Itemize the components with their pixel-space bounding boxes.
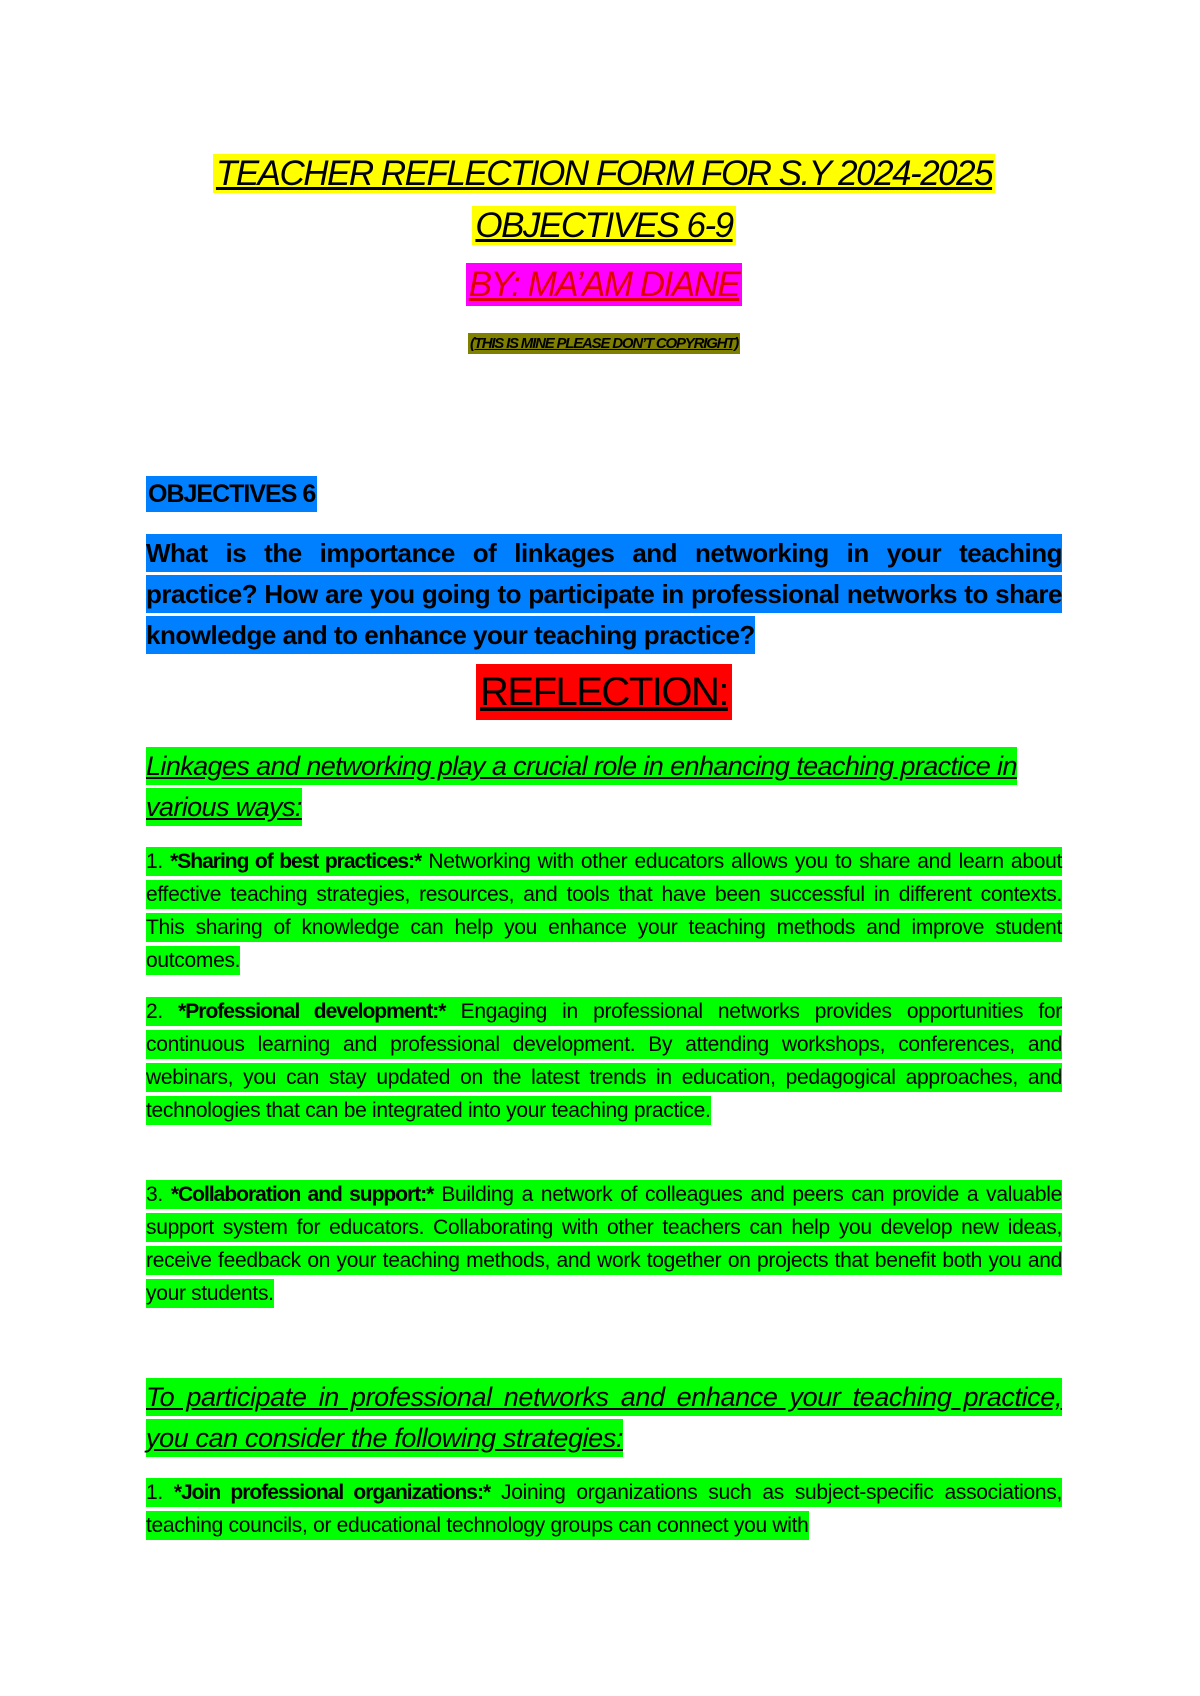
objective-heading-text: OBJECTIVES 6 [146, 476, 317, 512]
reflection-label [146, 670, 1062, 715]
copyright-disclaimer-text: (THIS IS MINE PLEASE DON’T COPYRIGHT) [469, 335, 739, 352]
author-byline [146, 265, 1062, 305]
point-2-number: 2. [146, 1000, 179, 1023]
copyright-disclaimer [146, 335, 1062, 352]
objective-heading [146, 480, 317, 509]
point-3-title: *Collaboration and support:* [170, 1183, 434, 1206]
point-2-title: *Professional development:* [178, 1000, 446, 1023]
point-1-title: *Sharing of best practices:* [170, 850, 422, 873]
reflection-point-1 [146, 845, 1062, 977]
strategy-1-body: Joining organizations such as subject-specific associations, teaching councils, or educational technology groups can connect you with [146, 1481, 1062, 1537]
reflection-point-2 [146, 995, 1062, 1127]
reflection-point-3 [146, 1178, 1062, 1310]
point-2-highlight [146, 997, 1062, 1125]
point-2-body: Engaging in professional networks provides opportunities for continuous learning and professional development. By attending workshops, conferences, and webinars, you can stay updated on the latest trends in education, pedagogical approaches, and technologies that can be integrated into your teaching practice. [146, 1000, 1062, 1122]
objective-question-text: What is the importance of linkages and networking in your teaching practice? How are you going to participate in professional networks to share knowledge and to enhance your teaching practice? [146, 534, 1062, 654]
document-title [146, 148, 1062, 252]
point-1-number: 1. [146, 850, 171, 873]
title-line-2: OBJECTIVES 6-9 [472, 206, 735, 245]
strategy-point-1 [146, 1476, 1062, 1542]
point-3-number: 3. [146, 1183, 171, 1206]
strategy-1-title: *Join professional organizations:* [173, 1481, 491, 1504]
strategy-1-number: 1. [146, 1481, 174, 1504]
point-1-body: Networking with other educators allows you to share and learn about effective teaching strategies, resources, and tools that have been successful in different contexts. This sharing of knowledge can help you enhance your teaching methods and improve student outcomes. [146, 850, 1062, 972]
point-1-highlight [146, 847, 1062, 975]
strategy-1-highlight [146, 1478, 1062, 1540]
author-byline-text: BY: MA’AM DIANE [466, 263, 743, 306]
reflection-label-text: REFLECTION: [476, 664, 732, 720]
reflection-intro [146, 746, 1062, 828]
strategies-intro-text: To participate in professional networks and enhance your teaching practice, you can consider the following strategies: [146, 1378, 1062, 1457]
point-3-highlight [146, 1180, 1062, 1308]
reflection-intro-text: Linkages and networking play a crucial role in enhancing teaching practice in various ways: [146, 747, 1017, 826]
title-line-1: TEACHER REFLECTION FORM FOR S.Y 2024-2025 [213, 154, 995, 193]
strategies-intro [146, 1377, 1062, 1459]
point-3-body: Building a network of colleagues and peers can provide a valuable support system for educators. Collaborating with other teachers can help you develop new ideas, receive feedback on your teaching methods, and work together on projects that benefit both you and your students. [146, 1183, 1062, 1305]
objective-question [146, 533, 1062, 656]
